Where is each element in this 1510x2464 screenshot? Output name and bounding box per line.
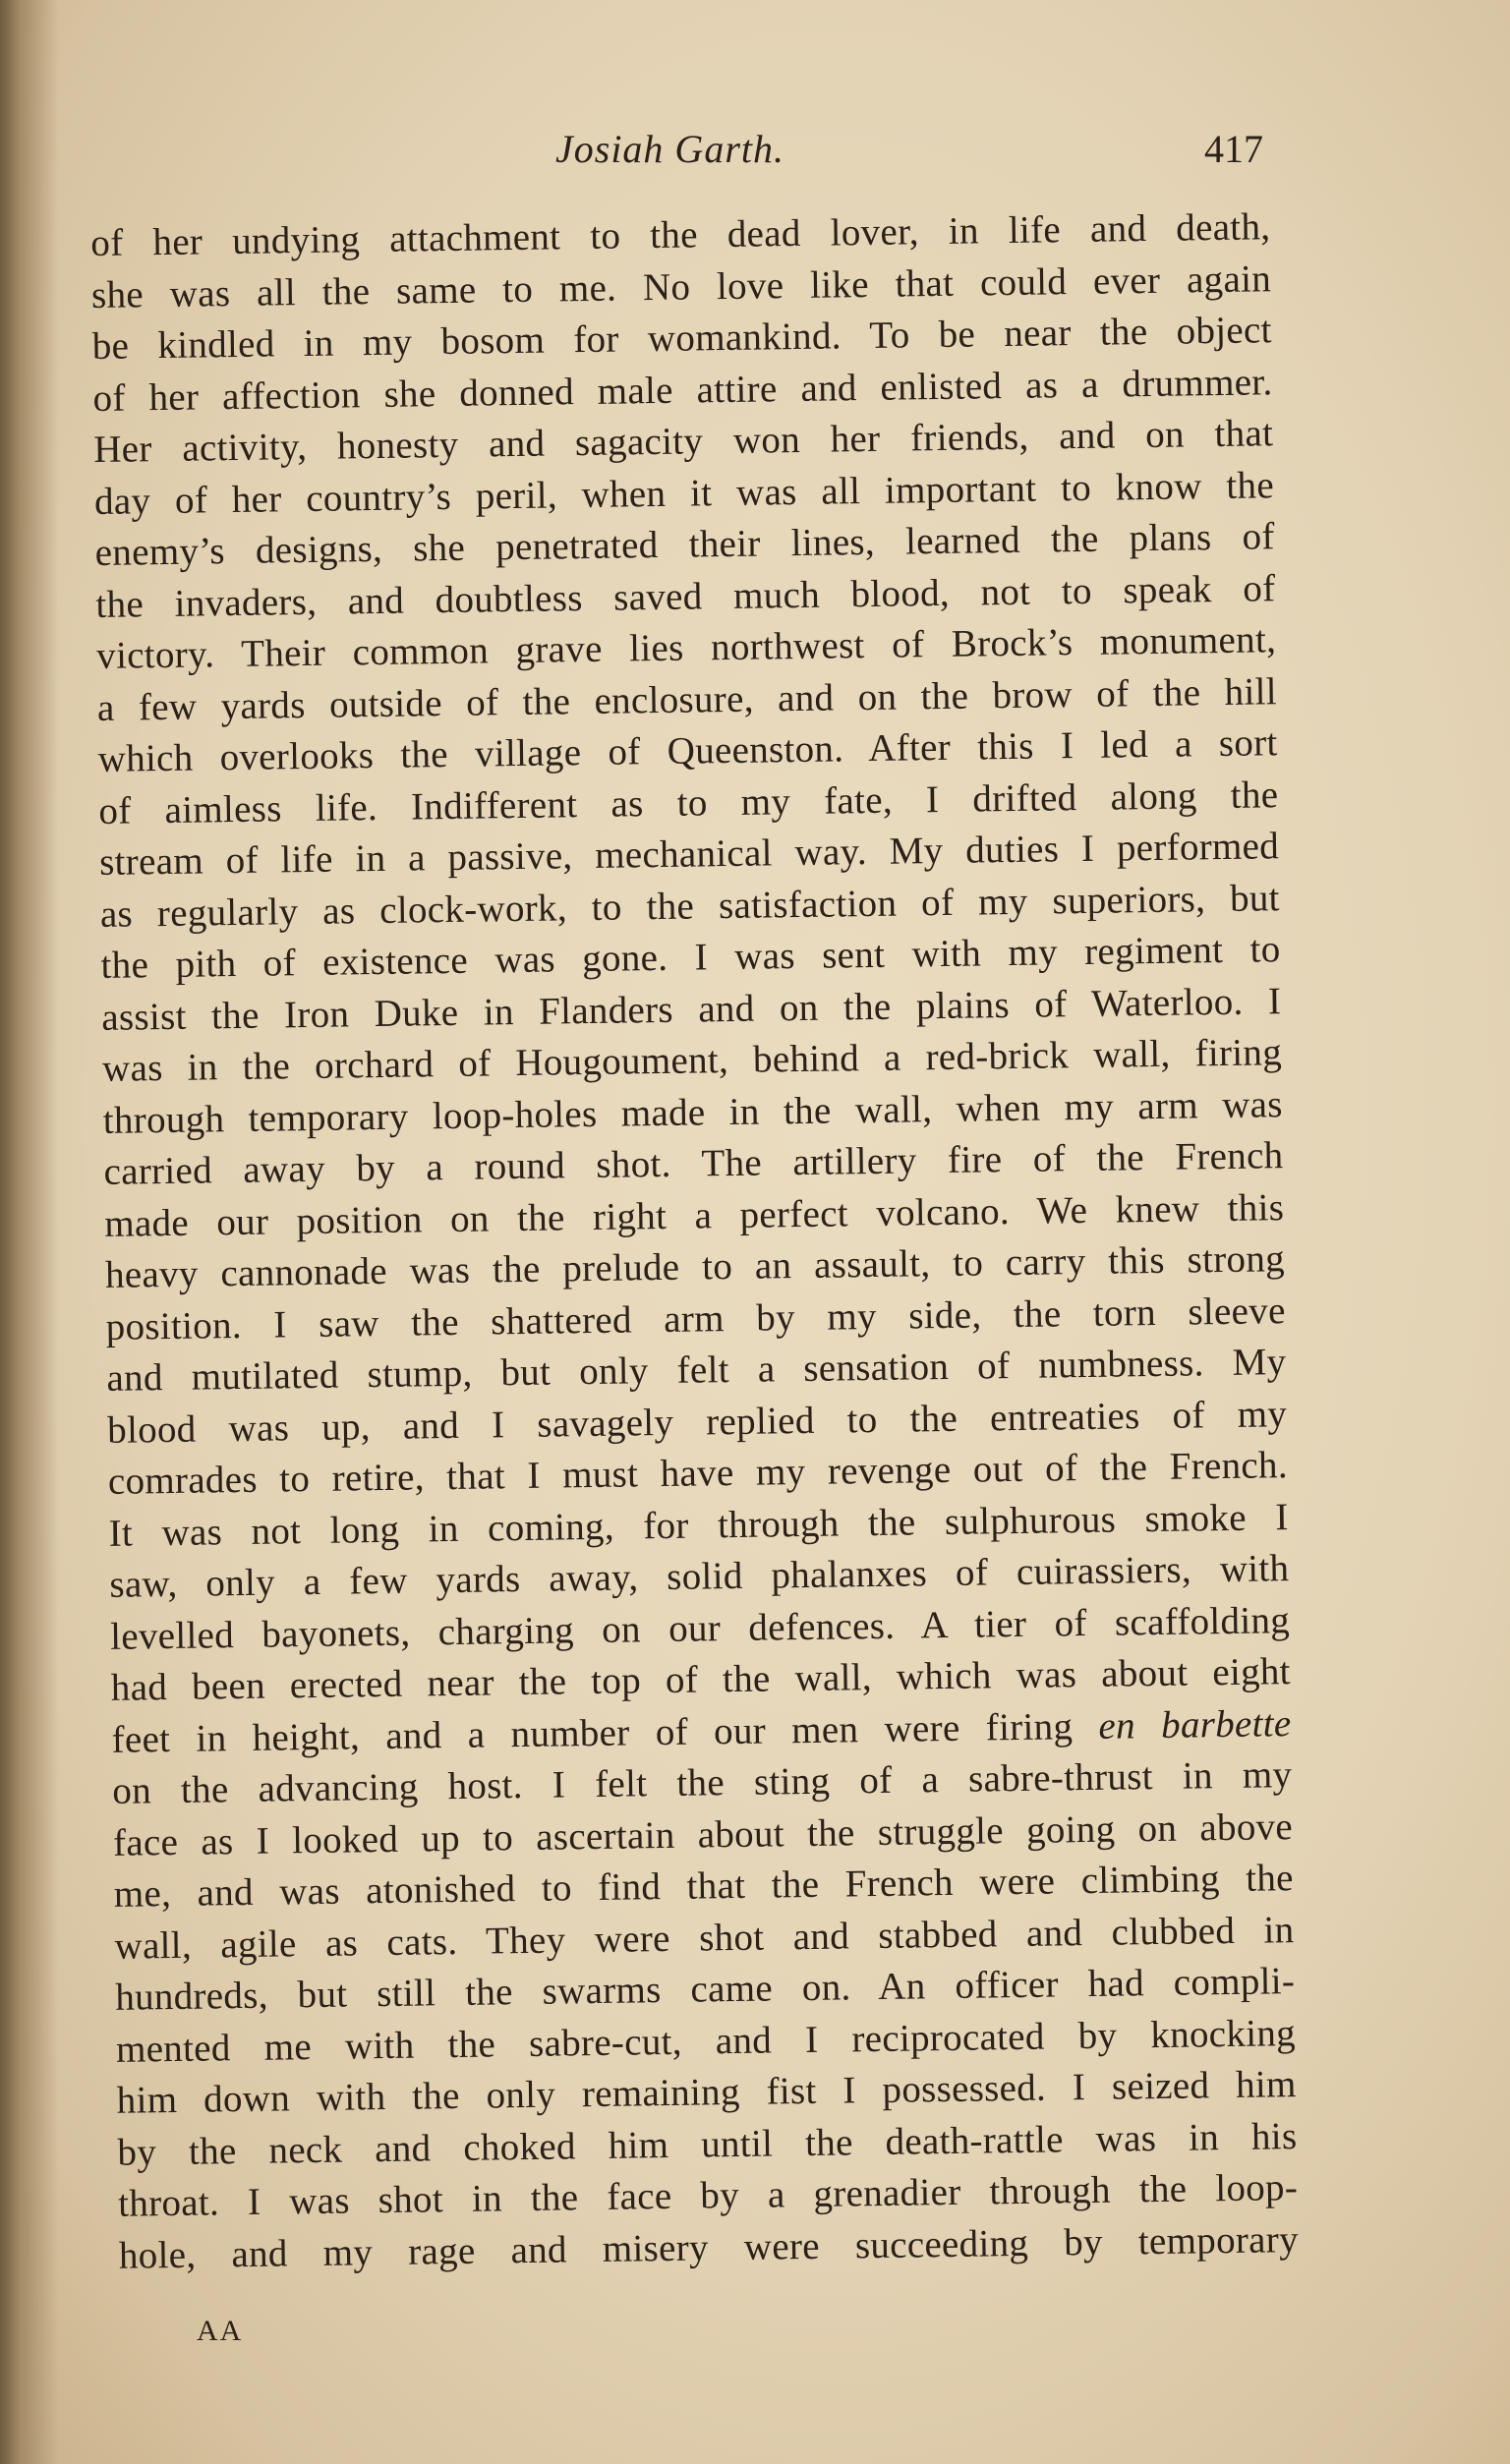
text-line: stream of life in a passive, mechanical way. My duties I performed [98, 825, 1280, 884]
text-line: and mutilated stump, but only felt a sensation of numbness. My [106, 1341, 1287, 1400]
text-line: day of her country’s peril, when it was all important to know the [93, 463, 1275, 523]
text-line: as regularly as clock-work, to the satisfaction of my superiors, but [99, 876, 1281, 936]
text-line: saw, only a few yards away, solid phalanxes of cuirassiers, with [109, 1547, 1290, 1606]
page-number: 417 [1204, 127, 1263, 171]
text-line: It was not long in coming, for through the sulphurous smoke I [108, 1495, 1289, 1555]
text-line: the invaders, and doubtless saved much blood, not to speak of [95, 566, 1276, 626]
text-line: him down with the only remaining fist I possessed. I seized him [116, 2063, 1297, 2122]
text-line: carried away by a round shot. The artillery fire of the French [103, 1134, 1284, 1193]
text-line: face as I looked up to ascertain about the struggle going on above [112, 1805, 1294, 1864]
text-line: of aimless life. Indifferent as to my fate, I drifted along the [98, 773, 1279, 832]
text-line: was in the orchard of Hougoument, behind a red-brick wall, firing [101, 1031, 1283, 1090]
text-line: through temporary loop-holes made in the wall, when my arm was [102, 1082, 1284, 1142]
text-line: Her activity, honesty and sagacity won her friends, and on that [92, 412, 1274, 471]
text-line: heavy cannonade was the prelude to an assault, to carry this strong [104, 1237, 1286, 1296]
text-line: hundreds, but still the swarms came on. An officer had compli- [114, 1960, 1296, 2019]
text-line: blood was up, and I savagely replied to the entreaties of my [106, 1392, 1288, 1452]
text-line: comrades to retire, that I must have my revenge out of the French. [107, 1444, 1289, 1503]
text-line: a few yards outside of the enclosure, and on the brow of the hill [96, 669, 1278, 729]
running-header [0, 126, 1510, 185]
signature-mark: AA [197, 2315, 244, 2347]
text-line: of her affection she donned male attire and enlisted as a drummer. [92, 360, 1273, 420]
text-line: position. I saw the shattered arm by my side, the torn sleeve [105, 1289, 1286, 1348]
running-title: Josiah Garth. [555, 127, 784, 171]
text-line: wall, agile as cats. They were shot and stabbed and clubbed in [114, 1908, 1295, 1968]
text-line: victory. Their common grave lies northwest of Brock’s monument, [95, 618, 1277, 677]
text-line: of her undying attachment to the dead lover, in life and death, [90, 205, 1271, 264]
text-line: which overlooks the village of Queenston. After this I led a sort [97, 721, 1278, 780]
text-line: she was all the same to me. No love like that could ever again [90, 257, 1272, 316]
text-line: hole, and my rage and misery were succeeding by temporary [118, 2217, 1300, 2277]
text-line: by the neck and choked him until the death-rattle was in his [117, 2114, 1298, 2174]
text-line: made our position on the right a perfect volcano. We knew this [103, 1185, 1285, 1245]
text-fragment: feet in height, and a number of our men were firing [111, 1704, 1074, 1761]
text-line: be kindled in my bosom for womankind. To be near the object [91, 309, 1273, 368]
text-line: enemy’s designs, she penetrated their lines, learned the plans of [94, 515, 1275, 574]
text-line: on the advancing host. I felt the sting of a sabre-thrust in my [112, 1753, 1293, 1812]
binding-shadow [0, 0, 59, 2464]
text-line: me, and was atonished to find that the French were climbing the [113, 1857, 1294, 1916]
text-line: assist the Iron Duke in Flanders and on the plains of Waterloo. I [101, 979, 1282, 1039]
text-line: throat. I was shot in the face by a grenadier through the loop- [117, 2166, 1299, 2225]
text-line: levelled bayonets, charging on our defences. A tier of scaffolding [109, 1598, 1291, 1658]
text-line: the pith of existence was gone. I was sent with my regiment to [100, 928, 1281, 987]
text-line: mented me with the sabre-cut, and I reciprocated by knocking [115, 2011, 1297, 2071]
italic-phrase: en barbette [1098, 1701, 1292, 1748]
text-line: had been erected near the top of the wall, which was about eight [110, 1650, 1292, 1709]
body-text [90, 201, 1299, 2282]
